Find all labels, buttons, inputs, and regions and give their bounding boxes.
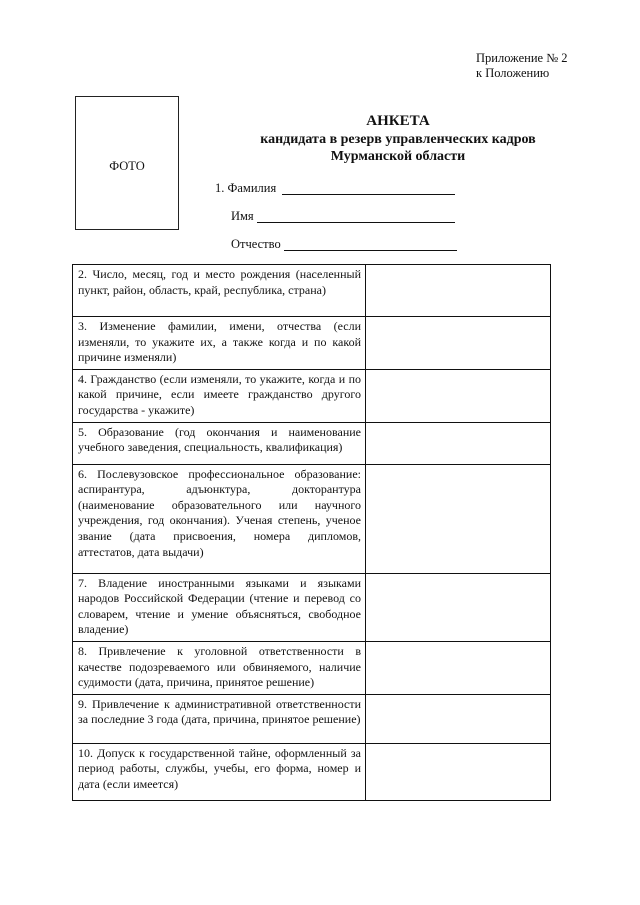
table-row [73,743,551,800]
answer-cell[interactable] [366,422,551,464]
surname-field [215,181,276,196]
questionnaire-table [72,264,551,801]
patronymic-label: Отчество [231,237,281,251]
question-cell: 4. Гражданство (если изменяли, то укажите, когда и по какой причине, если имеете гражданство другого государства - укажите) [73,369,366,422]
photo-label: ФОТО [109,159,145,173]
form-title: АНКЕТА [366,113,430,129]
photo-box [75,96,179,230]
appendix-note [476,51,568,81]
question-cell: 6. Послевузовское профессиональное образование: аспирантура, адъюнктура, докторантура (наименование образовательного или научного учреждения, год окончания). Ученая степень, ученое звание (дата присвоения, номера дипломов, аттестатов, дата выдачи) [73,464,366,573]
question-cell: 7. Владение иностранными языками и языками народов Российской Федерации (чтение и перевод со словарем, чтение и умение объясняться, свободное владение) [73,573,366,641]
patronymic-line[interactable] [284,250,457,251]
appendix-line-1: Приложение № 2 [476,51,568,65]
table-row [73,464,551,573]
answer-cell[interactable] [366,743,551,800]
appendix-line-2: к Положению [476,66,550,80]
question-cell: 3. Изменение фамилии, имени, отчества (если изменяли, то укажите их, а также когда и по какой причине изменяли) [73,317,366,370]
question-cell: 5. Образование (год окончания и наименование учебного заведения, специальность, квалификация) [73,422,366,464]
answer-cell[interactable] [366,265,551,317]
answer-cell[interactable] [366,694,551,743]
answer-cell[interactable] [366,573,551,641]
patronymic-field [231,237,281,252]
answer-cell[interactable] [366,317,551,370]
table-row [73,265,551,317]
question-cell: 2. Число, месяц, год и место рождения (населенный пункт, район, область, край, республика, страна) [73,265,366,317]
question-cell: 8. Привлечение к уголовной ответственности в качестве подозреваемого или обвиняемого, наличие судимости (дата, причина, принятое решение) [73,641,366,694]
table-row [73,573,551,641]
table-row [73,317,551,370]
name-line[interactable] [257,222,455,223]
name-label: Имя [231,209,254,223]
table-row [73,641,551,694]
answer-cell[interactable] [366,464,551,573]
table-row [73,422,551,464]
question-cell: 10. Допуск к государственной тайне, оформленный за период работы, службы, учебы, его форма, номер и дата (если имеется) [73,743,366,800]
table-row [73,369,551,422]
answer-cell[interactable] [366,369,551,422]
form-subtitle-1: кандидата в резерв управленческих кадров [260,132,536,147]
name-field [231,209,254,224]
surname-line[interactable] [282,194,455,195]
surname-label: Фамилия [227,181,277,195]
table-row [73,694,551,743]
question-cell: 9. Привлечение к административной ответственности за последние 3 года (дата, причина, принятое решение) [73,694,366,743]
form-subtitle-2: Мурманской области [330,149,466,164]
surname-number: 1. [215,181,225,195]
answer-cell[interactable] [366,641,551,694]
